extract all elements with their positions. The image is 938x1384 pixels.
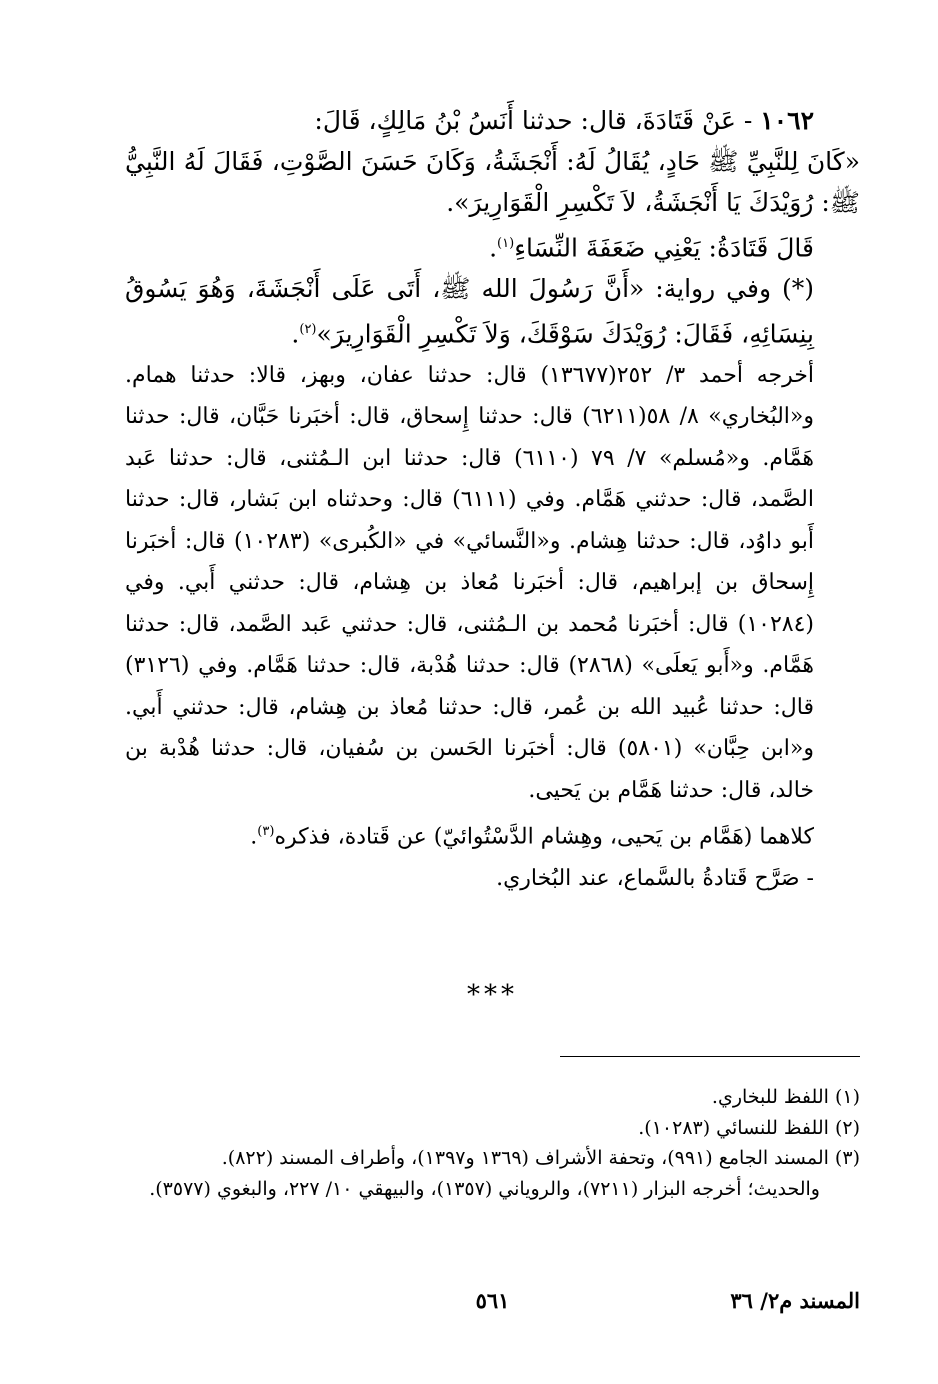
- footnote-3-continued: والحديث؛ أخرجه البزار (٧٢١١)، والروياني (١٣٥٧)، والبيهقي ١٠/ ٢٢٧، والبغوي (٣٥٧٧).: [149, 1177, 820, 1200]
- footnote-ref-1: (١): [497, 236, 515, 251]
- qatada-comment: قَالَ قَتَادَةُ: يَعْنِي ضَعَفَةَ النِّسَاءِ$^{(١)}$.: [489, 233, 814, 263]
- footnotes: [125, 1082, 860, 1204]
- page-number: ٥٦١: [475, 1288, 510, 1313]
- footnote-1: (١) اللفظ للبخاري.: [711, 1086, 860, 1108]
- section-separator: ***: [467, 980, 518, 1010]
- footnote-ref-2: (٢): [299, 322, 317, 338]
- takhrij: أخرجه أحمد ٣/ ٢٥٢(١٣٦٧٧) قال: حدثنا عفان، وبهز، قالا: حدثنا همام. و«البُخاري» ٨/ ٥٨(٦٢١١) قال: حدثنا إِسحاق، قال: أخبَرنا حَبَّان، قال: حدثنا هَمَّام. و«مُسلم» ٧/ ٧٩ (٦١١٠) قال: حدثنا ابن الـمُثنى، قال: حدثنا عَبد الصَّمد، قال: حدثني هَمَّام. وفي (٦١١١) قال: وحدثناه ابن بَشار، قال: حدثنا أَبو داوُد، قال: حدثنا هِشام. و«النَّسائي» في «الكُبرى» (١٠٢٨٣) قال: أخبَرنا إِسحاق بن إبراهيم، قال: أخبَرنا مُعاذ بن هِشام، قال: حدثني أَبي. وفي (١٠٢٨٤) قال: أخبَرنا مُحمد بن الـمُثنى، قال: حدثني عَبد الصَّمد، قال: حدثنا هَمَّام. و«أَبو يَعلَى» (٢٨٦٨) قال: حدثنا هُدْبة، قال: حدثنا هَمَّام. وفي (٣١٢٦) قال: حدثنا عُبيد الله بن عُمر، قال: حدثنا مُعاذ بن هِشام، قال: حدثني أَبي. و«ابن حِبَّان» (٥٨٠١) قال: أخبَرنا الحَسن بن سُفيان، قال: حدثنا هُدْبة بن خالد، قال: حدثنا هَمَّام بن يَحيى.: [125, 362, 815, 803]
- footnote-ref-3: (٣): [257, 824, 275, 840]
- qatada-text: قَالَ قَتَادَةُ: يَعْنِي ضَعَفَةَ النِّسَاءِ: [514, 233, 814, 263]
- footnote-divider: [560, 1056, 860, 1057]
- sarraha: - صَرَّح قَتادةُ بالسَّماع، عند البُخاري.: [496, 865, 814, 891]
- hadith-heading: [125, 100, 860, 141]
- riwaya: (*) وفي رواية: «أَنَّ رَسُولَ الله ﷺ، أَتَى عَلَى أَنْجَشَةَ، وَهُوَ يَسُوقُ بِنِسَائِهِ، فَقَالَ: رُوَيْدَكَ سَوْقَكَ، وَلاَ تَكْسِرِ الْقَوَارِيرَ»$^{(٢)}$.: [125, 274, 814, 349]
- kilahuma-text: كلاهما (هَمَّام بن يَحيى، وهِشام الدَّسْتُوائيّ) عن قَتادة، فذكره: [274, 824, 814, 850]
- kilahuma: كلاهما (هَمَّام بن يَحيى، وهِشام الدَّسْتُوائيّ) عن قَتادة، فذكره$^{(٣)}$.: [250, 824, 814, 850]
- riwaya-text: (*) وفي رواية: «أَنَّ رَسُولَ الله ﷺ، أَتَى عَلَى أَنْجَشَةَ، وَهُوَ يَسُوقُ بِنِسَائِهِ، فَقَالَ: رُوَيْدَكَ سَوْقَكَ، وَلاَ تَكْسِرِ الْقَوَارِيرَ»: [125, 274, 814, 349]
- footnote-3: (٣) المسند الجامع (٩٩١)، وتحفة الأشراف (١٣٦٩ و١٣٩٧)، وأطراف المسند (٨٢٢).: [221, 1147, 860, 1169]
- main-text: [125, 100, 860, 899]
- hadith-matn: «كَانَ لِلنَّبِيِّ ﷺ حَادٍ، يُقَالُ لَهُ: أَنْجَشَةُ، وَكَانَ حَسَنَ الصَّوْتِ، فَقَالَ لَهُ النَّبِيُّ ﷺ: رُوَيْدَكَ يَا أَنْجَشَةُ، لاَ تَكْسِرِ الْقَوَارِيرَ».: [125, 147, 860, 217]
- page-footer: [125, 1288, 860, 1328]
- footnote-2: (٢) اللفظ للنسائي (١٠٢٨٣).: [638, 1116, 860, 1139]
- hadith-number: ١٠٦٢: [760, 106, 814, 135]
- volume-signature: المسند م٢/ ٣٦: [730, 1288, 860, 1313]
- hadith-intro: - عَنْ قَتَادَةَ، قال: حدثنا أَنَسُ بْنُ مَالِكٍ، قَالَ:: [314, 106, 753, 135]
- page: [125, 100, 860, 1340]
